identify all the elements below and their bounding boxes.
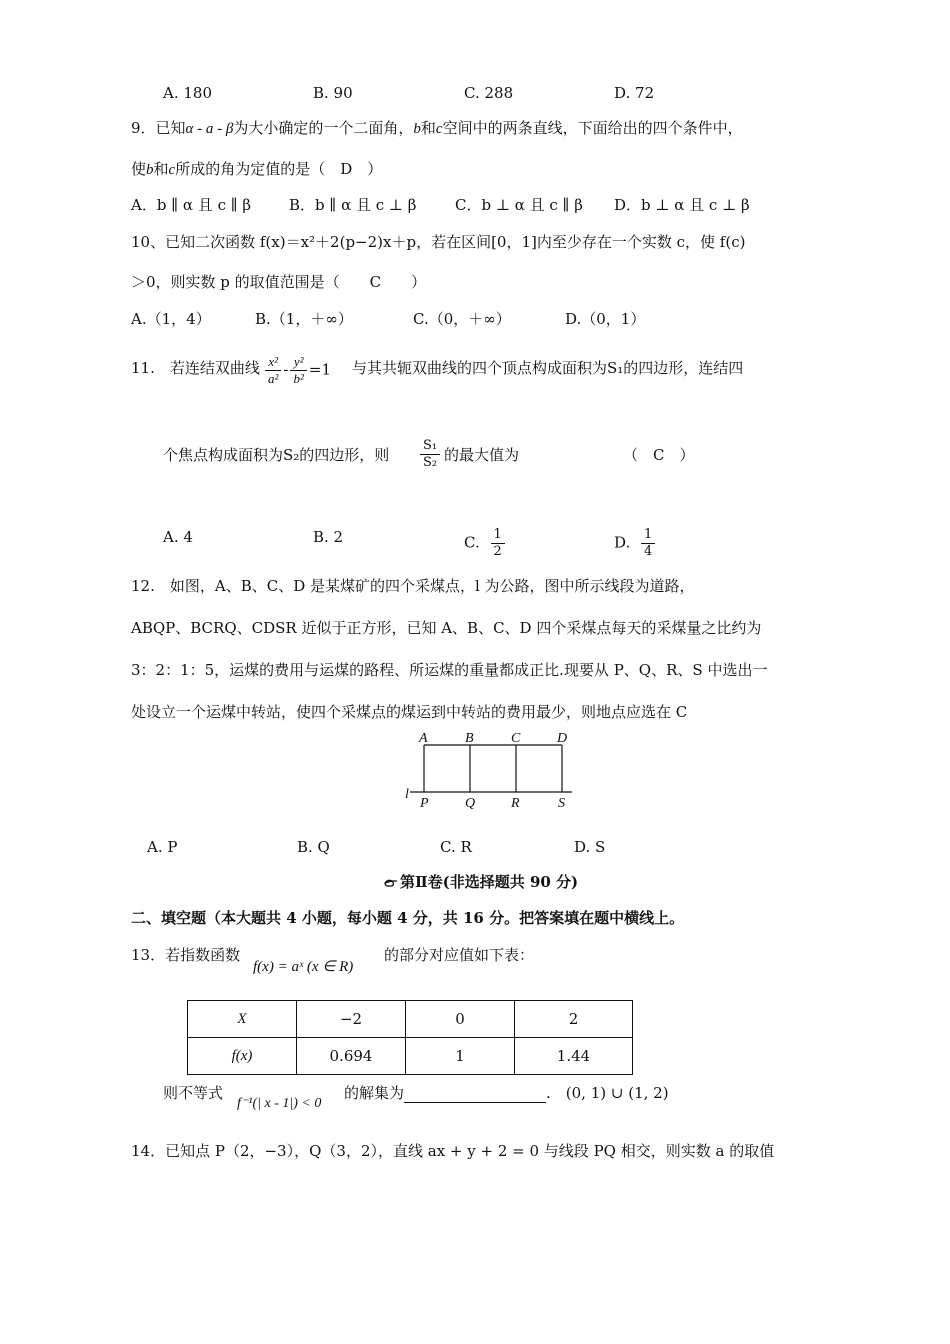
q8-option-a: A. 180 (163, 84, 212, 102)
q9-var-b: b (146, 162, 154, 178)
q11-fraction-y2-b2: $\frac{\text{y²}}{\text{b²}}$ (290, 354, 306, 387)
label-a: A (419, 731, 428, 746)
q11-fraction-s1-s2: $\frac{\text{S₁}}{\text{S₂}}$ (418, 438, 442, 471)
q9-option-c: C．b ⊥ α 且 c ∥ β (455, 196, 583, 214)
q8-option-c: C. 288 (464, 84, 514, 102)
q9-text: 使 (131, 160, 147, 178)
q9-text: 为大小确定的一个二面角， (233, 119, 414, 137)
label-d: D (557, 731, 568, 746)
table-cell: 2 (515, 1001, 633, 1038)
q9-text: 所成的角为定值的是（ D ） (175, 160, 383, 178)
q11-option-c: C. $\frac{1}{2}$ (464, 527, 507, 560)
q11-fraction-x2-a2: $\frac{\text{x²}}{\text{a²}}$ (265, 354, 281, 387)
q9-text: 和 (420, 119, 436, 137)
q11-line2-post: 的最大值为 (444, 446, 520, 464)
q11-fraction-one-quarter: $\frac{1}{4}$ (641, 527, 655, 560)
q10-option-a: A.（1，4） (131, 310, 211, 328)
q13-prefix: 13．若指数函数 (131, 946, 241, 964)
q13-value-table (187, 1000, 633, 1075)
q12-line4: 处设立一个运煤中转站，使四个采煤点的煤运到中转站的费用最少，则地点应选在 C (131, 703, 688, 721)
hand-pointer-icon (384, 877, 398, 889)
q13-inequality-pre: 则不等式 (163, 1084, 224, 1102)
q13-inequality: f⁻¹(| x - 1|) < 0 (237, 1096, 322, 1111)
label-l: l (405, 787, 409, 802)
q10-option-b: B.（1，＋∞） (255, 310, 353, 328)
label-r: R (511, 796, 520, 811)
table-cell: 1.44 (515, 1038, 633, 1075)
table-cell: 0.694 (297, 1038, 406, 1075)
q11-option-b: B. 2 (313, 528, 344, 546)
label-c: C (511, 731, 521, 746)
q11-answer: （ C ） (623, 446, 695, 464)
q12-line3: 3：2：1：5，运煤的费用与运煤的路程、所运煤的重量都成正比.现要从 P、Q、R、S 中选出一 (131, 661, 768, 679)
q12-line1: 12. 如图，A、B、C、D 是某煤矿的四个采煤点，l 为公路，图中所示线段为道路， (131, 577, 695, 595)
table-row (188, 1001, 633, 1038)
q9-text: 9．已知 (131, 119, 186, 137)
q9-text: 空间中的两条直线，下面给出的四个条件中， (442, 119, 743, 137)
q9-option-b: B．b ∥ α 且 c ⊥ β (289, 196, 417, 214)
q13-answer-line: 的解集为 . (0, 1) ∪ (1, 2) (344, 1084, 669, 1102)
q11-option-d: D. $\frac{1}{4}$ (614, 527, 657, 560)
q10-line1: 10、已知二次函数 f(x)＝x²＋2(p−2)x＋p，若在区间[0，1]内至少存在一个实数 c，使 f(c) (131, 233, 746, 251)
q12-option-c: C. R (440, 838, 472, 856)
q14-line1: 14．已知点 P（2，−3），Q（3，2），直线 ax + y + 2 = 0 与线段 PQ 相交，则实数 a 的取值 (131, 1142, 775, 1160)
table-cell: 1 (406, 1038, 515, 1075)
label-q: Q (465, 796, 476, 811)
q9-var-b: b (413, 121, 421, 137)
part2-title: 第Ⅱ卷(非选择题共 90 分) (384, 872, 578, 892)
q9-var-c: c (435, 121, 443, 137)
label-p: P (420, 796, 429, 811)
q11-fraction-one-half: $\frac{1}{2}$ (491, 527, 505, 560)
label-s: S (558, 796, 565, 811)
q12-option-b: B. Q (297, 838, 330, 856)
q12-option-d: D. S (574, 838, 606, 856)
q11-line2-pre: 个焦点构成面积为S₂的四边形，则 (163, 446, 390, 464)
q8-option-b: B. 90 (313, 84, 353, 102)
section2-title: 二、填空题（本大题共 4 小题，每小题 4 分，共 16 分。把答案填在题中横线上。 (131, 909, 685, 927)
q13-answer: . (0, 1) ∪ (1, 2) (546, 1084, 669, 1102)
q9-dihedral-angle: α - a - β (185, 121, 234, 137)
q9-option-a: A．b ∥ α 且 c ∥ β (131, 196, 252, 214)
q11-hyperbola-equation: $\frac{\text{x²}}{\text{a²}}$ - $\frac{\text{y²}}{\text{b²}}$ =1 (263, 354, 331, 387)
q10-option-d: D.（0，1） (565, 310, 646, 328)
answer-blank (404, 1086, 546, 1103)
q12-road-diagram (400, 728, 585, 812)
table-cell: f(x) (188, 1038, 297, 1075)
q10-line2: ＞0，则实数 p 的取值范围是（ C ） (131, 273, 427, 291)
q9-line1 (131, 118, 743, 139)
table-cell: X (188, 1001, 297, 1038)
table-cell: −2 (297, 1001, 406, 1038)
q10-option-c: C.（0，＋∞） (413, 310, 511, 328)
q9-line2 (131, 159, 382, 180)
table-cell: 0 (406, 1001, 515, 1038)
q9-var-c: c (168, 162, 176, 178)
q11-option-a: A. 4 (163, 528, 193, 546)
q12-option-a: A. P (147, 838, 178, 856)
q11-prefix: 11. 若连结双曲线 (131, 359, 260, 377)
q11-line1-post: 与其共轭双曲线的四个顶点构成面积为S₁的四边形，连结四 (352, 359, 744, 377)
q9-text: 和 (153, 160, 169, 178)
table-row (188, 1038, 633, 1075)
q12-line2: ABQP、BCRQ、CDSR 近似于正方形，已知 A、B、C、D 四个采煤点每天的采煤量之比约为 (131, 619, 762, 637)
label-b: B (465, 731, 474, 746)
q8-option-d: D. 72 (614, 84, 655, 102)
q13-function: f(x) = aˣ (x ∈ R) (253, 959, 354, 975)
q13-post: 的部分对应值如下表： (384, 946, 535, 964)
q9-option-d: D．b ⊥ α 且 c ⊥ β (614, 196, 750, 214)
